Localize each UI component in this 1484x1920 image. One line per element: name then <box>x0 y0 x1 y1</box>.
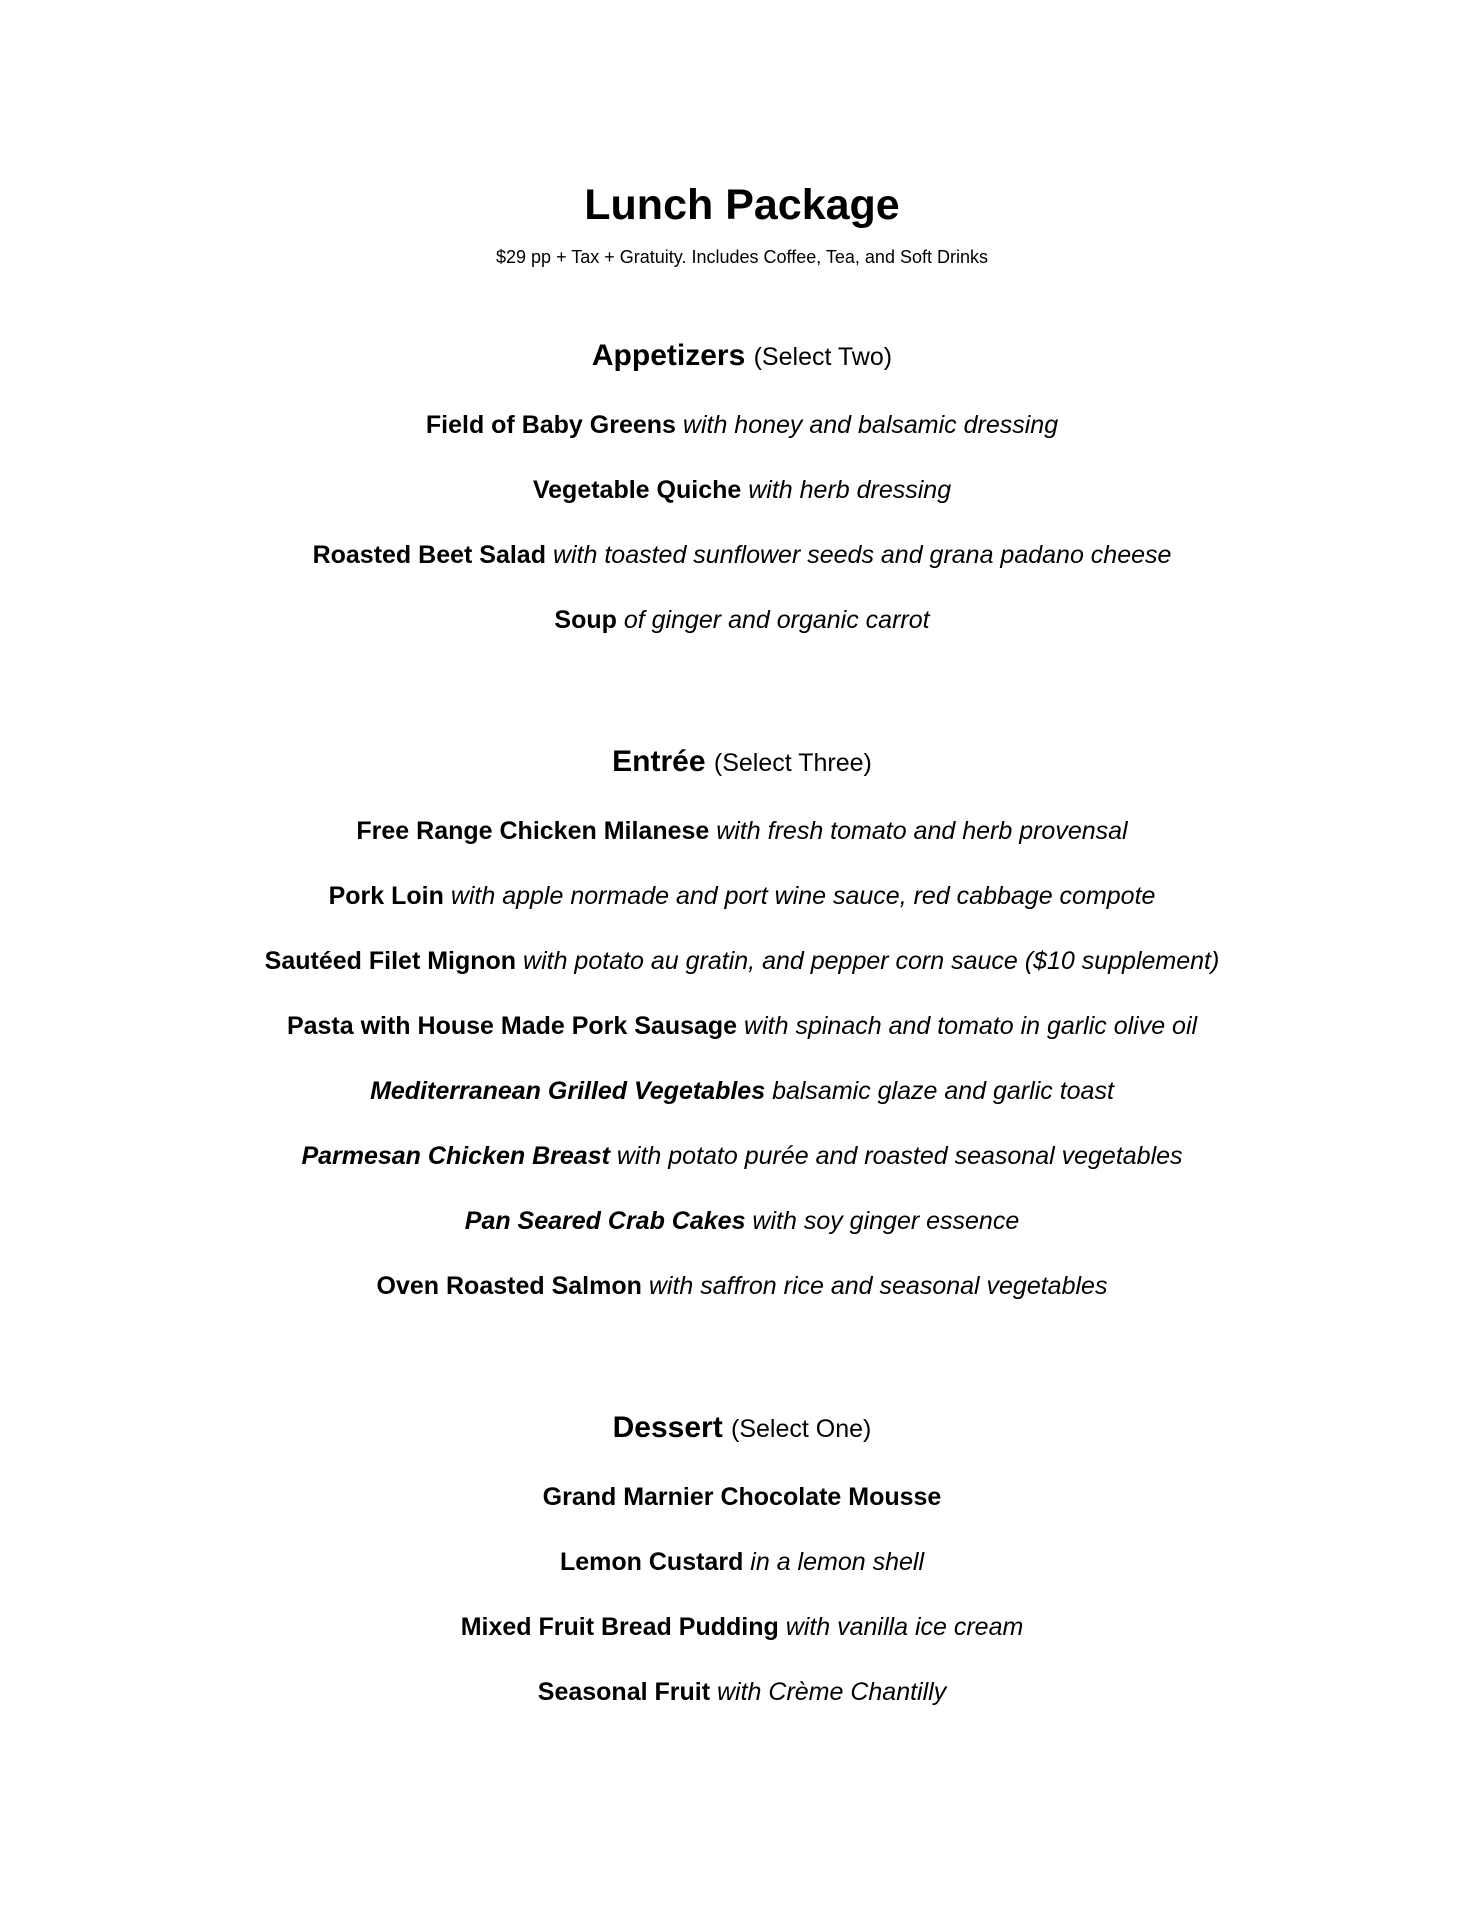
item-description: with fresh tomato and herb provensal <box>716 817 1128 845</box>
item-description: with honey and balsamic dressing <box>682 411 1059 439</box>
price-subtitle: $29 pp + Tax + Gratuity. Includes Coffee, Tea, and Soft Drinks <box>496 247 988 267</box>
section-note: (Select Three) <box>713 749 872 777</box>
item-description: with Crème Chantilly <box>716 1678 947 1706</box>
item-name: Roasted Beet Salad <box>312 541 546 569</box>
section-title: Entrée <box>612 745 706 778</box>
item-name: Soup <box>554 606 617 634</box>
menu-item <box>0 1009 1484 1043</box>
item-name: Pan Seared Crab Cakes <box>464 1207 746 1235</box>
item-description: with apple normade and port wine sauce, red cabbage compote <box>450 882 1156 910</box>
item-name: Free Range Chicken Milanese <box>356 817 710 845</box>
menu-item <box>0 408 1484 442</box>
menu-item <box>0 814 1484 848</box>
item-description: in a lemon shell <box>750 1548 925 1576</box>
section-heading-appetizers <box>0 336 1484 377</box>
item-description: with herb dressing <box>748 476 952 504</box>
item-description: with vanilla ice cream <box>785 1613 1024 1641</box>
menu-item <box>0 538 1484 572</box>
item-name: Sautéed Filet Mignon <box>264 947 517 975</box>
item-description: with potato au gratin, and pepper corn sauce ($10 supplement) <box>523 947 1220 975</box>
menu-item <box>0 1269 1484 1303</box>
menu-item <box>0 1675 1484 1709</box>
item-name: Lemon Custard <box>559 1548 744 1576</box>
section-note: (Select One) <box>731 1415 872 1443</box>
section-heading-entree <box>0 742 1484 783</box>
item-description: balsamic glaze and garlic toast <box>772 1077 1114 1105</box>
menu-item <box>0 1480 1484 1514</box>
menu-item <box>0 1139 1484 1173</box>
item-name: Parmesan Chicken Breast <box>301 1142 610 1170</box>
menu-item <box>0 1074 1484 1108</box>
menu-item <box>0 473 1484 507</box>
item-name: Oven Roasted Salmon <box>376 1272 642 1300</box>
menu-item <box>0 879 1484 913</box>
item-description: with soy ginger essence <box>752 1207 1020 1235</box>
item-description: with saffron rice and seasonal vegetables <box>648 1272 1108 1300</box>
item-name: Grand Marnier Chocolate Mousse <box>542 1483 942 1511</box>
item-name: Vegetable Quiche <box>532 476 742 504</box>
item-name: Mixed Fruit Bread Pudding <box>460 1613 779 1641</box>
item-description: of ginger and organic carrot <box>623 606 930 634</box>
section-title: Dessert <box>612 1411 723 1444</box>
item-description: with potato purée and roasted seasonal vegetables <box>616 1142 1183 1170</box>
menu-item <box>0 1610 1484 1644</box>
section-heading-dessert <box>0 1408 1484 1449</box>
menu-item <box>0 944 1484 978</box>
item-name: Pork Loin <box>328 882 444 910</box>
item-name: Pasta with House Made Pork Sausage <box>286 1012 738 1040</box>
item-name: Field of Baby Greens <box>425 411 676 439</box>
item-description: with spinach and tomato in garlic olive oil <box>744 1012 1198 1040</box>
section-note: (Select Two) <box>753 343 893 371</box>
item-name: Mediterranean Grilled Vegetables <box>370 1077 766 1105</box>
section-title: Appetizers <box>591 339 746 372</box>
menu-item <box>0 603 1484 637</box>
page-title: Lunch Package <box>584 181 900 229</box>
menu-item <box>0 1204 1484 1238</box>
item-name: Seasonal Fruit <box>537 1678 711 1706</box>
menu-item <box>0 1545 1484 1579</box>
item-description: with toasted sunflower seeds and grana padano cheese <box>552 541 1172 569</box>
